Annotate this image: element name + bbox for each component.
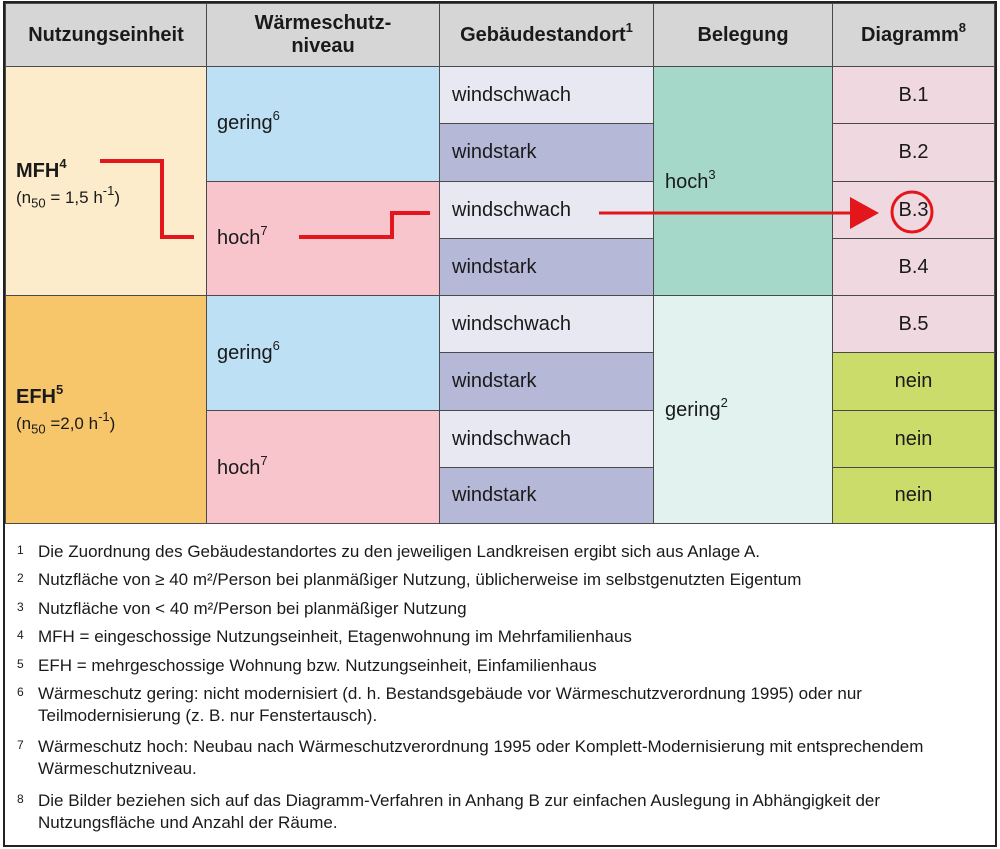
decision-table xyxy=(3,1,997,847)
footnote-text: Wärmeschutz gering: nicht modernisiert (d. h. Bestandsgebäude vor Wärmeschutzverordnung 1995) oder nur Teilmodernisierung (z. B. nur Fenstertausch). xyxy=(38,684,862,725)
unit-efh-sub: 50 xyxy=(31,421,46,437)
standort-windschwach: windschwach xyxy=(452,312,571,335)
diagramm-value: B.1 xyxy=(898,83,929,106)
diagramm-nein-2 xyxy=(832,410,995,468)
footnote-4 xyxy=(17,626,992,648)
unit-efh-mid: =2,0 h xyxy=(45,414,99,433)
waermeschutz-hoch-label: hoch xyxy=(217,227,261,249)
diagramm-value: B.4 xyxy=(898,255,929,278)
unit-efh-post: ) xyxy=(109,414,116,433)
header-waermeschutz-line2: niveau xyxy=(291,35,355,57)
belegung-gering-footnote: 2 xyxy=(720,395,728,411)
footnote-text: EFH = mehrgeschossige Wohnung bzw. Nutzungseinheit, Einfamilienhaus xyxy=(38,656,597,675)
waermeschutz-hoch-label: hoch xyxy=(217,457,261,479)
footnote-5 xyxy=(17,655,992,677)
footnote-number: 3 xyxy=(17,600,24,614)
waermeschutz-hoch-footnote: 7 xyxy=(260,453,268,469)
header-nutzungseinheit xyxy=(5,3,207,67)
header-belegung-label: Belegung xyxy=(697,23,789,46)
standort-windstark: windstark xyxy=(452,370,537,392)
unit-mfh-pre: (n xyxy=(16,188,32,207)
footnote-number: 1 xyxy=(17,543,24,557)
standort-row5 xyxy=(439,295,654,353)
footnote-text: Wärmeschutz hoch: Neubau nach Wärmeschutzverordnung 1995 oder Komplett-Modernisierung mit entsprechendem Wärmeschutzniveau. xyxy=(38,737,924,778)
footnote-7 xyxy=(17,736,992,780)
header-gebaeudestandort xyxy=(439,3,654,67)
waermeschutz-gering-footnote: 6 xyxy=(272,108,280,124)
diagramm-value: B.5 xyxy=(898,312,929,335)
footnote-number: 7 xyxy=(17,738,24,752)
header-gebaeudestandort-footnote: 1 xyxy=(625,19,633,35)
diagramm-b4 xyxy=(832,238,995,296)
footnote-number: 4 xyxy=(17,628,24,642)
footnote-1 xyxy=(17,541,992,563)
standort-windschwach: windschwach xyxy=(452,83,571,106)
footnote-number: 6 xyxy=(17,685,24,699)
footnote-8 xyxy=(17,790,992,834)
standort-row6 xyxy=(439,352,654,411)
unit-mfh-sub: 50 xyxy=(31,195,46,211)
unit-efh-pre: (n xyxy=(16,414,32,433)
belegung-hoch-label: hoch xyxy=(665,171,709,193)
footnote-text: Die Bilder beziehen sich auf das Diagramm-Verfahren in Anhang B zur einfachen Auslegung in Abhängigkeit der Nutzungsfläche und Anzahl der Räume. xyxy=(38,791,881,832)
standort-windschwach: windschwach xyxy=(452,198,571,221)
diagramm-value-selected: B.3 xyxy=(898,198,929,221)
footnote-6 xyxy=(17,683,992,727)
unit-mfh-mid: = 1,5 h xyxy=(45,188,103,207)
belegung-hoch-footnote: 3 xyxy=(708,167,716,183)
diagramm-b2 xyxy=(832,123,995,182)
header-belegung xyxy=(653,3,833,67)
standort-row7 xyxy=(439,410,654,468)
footnote-text: Nutzfläche von ≥ 40 m²/Person bei planmäßiger Nutzung, üblicherweise im selbstgenutzten Eigentum xyxy=(38,570,802,589)
unit-efh-name: EFH xyxy=(16,386,56,408)
footnote-number: 8 xyxy=(17,792,24,806)
standort-row3 xyxy=(439,181,654,239)
unit-mfh-name: MFH xyxy=(16,160,60,182)
standort-windschwach: windschwach xyxy=(452,427,571,450)
unit-mfh-exp: -1 xyxy=(102,183,115,199)
footnote-number: 2 xyxy=(17,571,24,585)
belegung-gering-label: gering xyxy=(665,399,721,421)
waermeschutz-mfh-gering xyxy=(206,66,440,182)
footnote-3 xyxy=(17,598,992,620)
standort-windstark: windstark xyxy=(452,484,537,506)
diagramm-value: nein xyxy=(894,484,933,506)
waermeschutz-gering-label: gering xyxy=(217,342,273,364)
footnote-number: 5 xyxy=(17,657,24,671)
unit-efh-cell xyxy=(5,295,207,524)
waermeschutz-gering-footnote: 6 xyxy=(272,338,280,354)
diagramm-b5 xyxy=(832,295,995,353)
standort-windstark: windstark xyxy=(452,141,537,163)
diagramm-b1 xyxy=(832,66,995,124)
waermeschutz-hoch-footnote: 7 xyxy=(260,223,268,239)
waermeschutz-gering-label: gering xyxy=(217,112,273,134)
waermeschutz-mfh-hoch xyxy=(206,181,440,296)
header-waermeschutzniveau xyxy=(206,3,440,67)
unit-efh-footnote: 5 xyxy=(56,382,64,398)
belegung-hoch-cell xyxy=(653,66,833,296)
footnote-text: Nutzfläche von < 40 m²/Person bei planmäßiger Nutzung xyxy=(38,599,467,618)
header-diagramm xyxy=(832,3,995,67)
header-waermeschutz-line1: Wärmeschutz- xyxy=(254,12,392,34)
belegung-gering-cell xyxy=(653,295,833,524)
diagramm-nein-1 xyxy=(832,352,995,411)
unit-mfh-post: ) xyxy=(114,188,121,207)
footnote-text: Die Zuordnung des Gebäudestandortes zu den jeweiligen Landkreisen ergibt sich aus Anlage A. xyxy=(38,542,761,561)
header-gebaeudestandort-label: Gebäudestandort xyxy=(460,23,626,46)
standort-row2 xyxy=(439,123,654,182)
standort-windstark: windstark xyxy=(452,255,537,278)
footnote-2 xyxy=(17,569,992,591)
diagramm-nein-3 xyxy=(832,467,995,524)
header-diagramm-label: Diagramm xyxy=(860,23,959,46)
unit-mfh-cell xyxy=(5,66,207,296)
footnote-text: MFH = eingeschossige Nutzungseinheit, Etagenwohnung im Mehrfamilienhaus xyxy=(38,627,632,646)
waermeschutz-efh-hoch xyxy=(206,410,440,524)
header-diagramm-footnote: 8 xyxy=(958,19,967,35)
unit-mfh-footnote: 4 xyxy=(59,156,67,172)
standort-row1 xyxy=(439,66,654,124)
diagramm-b3 xyxy=(832,181,995,239)
diagramm-value: nein xyxy=(894,427,933,450)
header-nutzungseinheit-label: Nutzungseinheit xyxy=(28,23,184,46)
diagramm-value: nein xyxy=(894,370,933,392)
standort-row4 xyxy=(439,238,654,296)
diagramm-value: B.2 xyxy=(898,141,929,163)
standort-row8 xyxy=(439,467,654,524)
unit-efh-exp: -1 xyxy=(98,409,110,425)
waermeschutz-efh-gering xyxy=(206,295,440,411)
